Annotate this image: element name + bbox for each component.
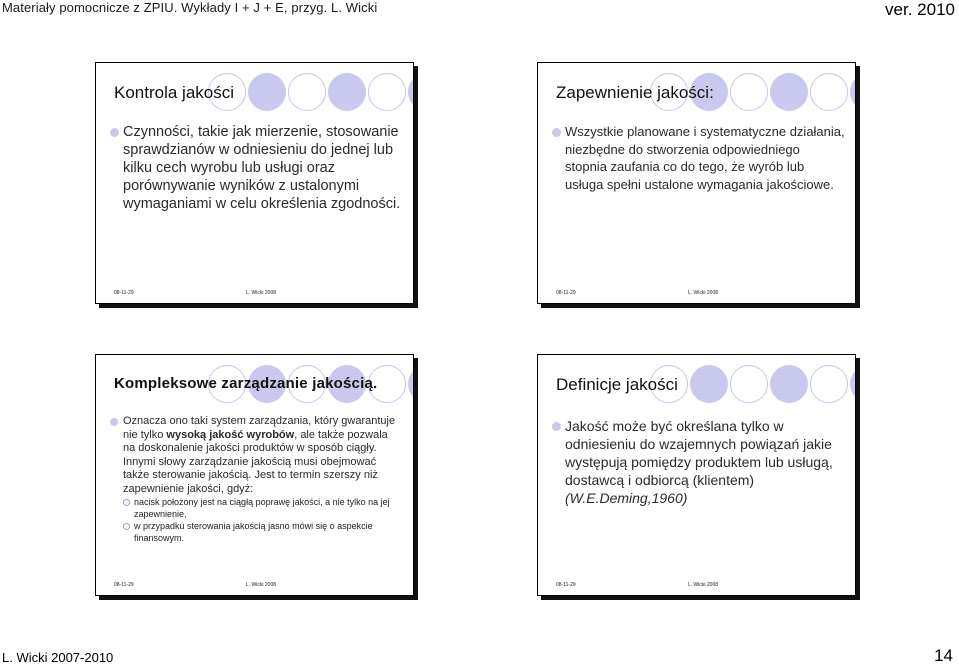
bullet-icon — [552, 128, 561, 137]
bullet-citation: (W.E.Deming,1960) — [565, 490, 688, 506]
page-number: 14 — [934, 646, 953, 665]
bullet-text: Czynności, takie jak mierzenie, stosowanie sprawdzianów w odniesieniu do jednej lub kilku cech wyrobu lub usługi oraz porównywanie wyników z ustalonymi wymaganiami w celu określenia zgodności. — [123, 124, 401, 212]
bullet-icon — [552, 422, 561, 431]
slide-title: Kontrola jakości — [114, 83, 235, 102]
bullet-icon — [110, 128, 119, 137]
bullet-item — [110, 123, 403, 213]
circle-icon — [288, 73, 326, 111]
document-version: ver. 2010 — [885, 0, 955, 19]
bullet-text: Oznacza ono taki system zarządzania, który gwarantuje nie tylko — [123, 415, 396, 441]
circle-icon — [408, 73, 414, 111]
circle-icon — [810, 73, 848, 111]
circle-icon — [770, 73, 808, 111]
ring-bullet-icon — [123, 499, 130, 506]
slide-title: Zapewnienie jakości: — [556, 83, 714, 102]
circle-icon — [850, 365, 856, 403]
circle-icon — [770, 365, 808, 403]
circle-icon — [730, 73, 768, 111]
subbullet-item — [123, 497, 403, 520]
document-header-title: Materiały pomocnicze z ZPIU. Wykłady I + J + E, przyg. L. Wicki — [2, 0, 378, 15]
slide-title: Kompleksowe zarządzanie jakością. — [114, 375, 378, 392]
circle-icon — [690, 365, 728, 403]
bullet-text: , ale także pozwala na doskonalenie jakości produktów w sposób ciągły. Innymi słowy zarządzanie jakością musi obejmować także sterowanie jakością. Jest to termin szerszy niż zapewnienie jakości, gdyż: — [123, 428, 388, 495]
circle-icon — [810, 365, 848, 403]
slide-kontrola-jakosci — [95, 62, 414, 304]
circle-icon — [730, 365, 768, 403]
bullet-item — [552, 417, 845, 507]
slide-zapewnienie-jakosci — [537, 62, 856, 304]
slide-author: L. Wicki 2008 — [688, 290, 719, 296]
slide-date: 08-11-29 — [556, 290, 576, 296]
bullet-item — [110, 415, 403, 544]
slide-title: Definicje jakości — [556, 375, 678, 394]
ring-bullet-icon — [123, 523, 130, 530]
slide-date: 08-11-29 — [114, 290, 134, 296]
slide-definicje-jakosci — [537, 354, 856, 596]
document-footer-author: L. Wicki 2007-2010 — [2, 650, 114, 665]
bullet-icon — [110, 418, 118, 426]
bullet-emphasis: wysoką jakość wyrobów — [166, 428, 295, 441]
bullet-text: Jakość może być określana tylko w odniesieniu do wzajemnych powiązań jakie występują pomiędzy produktem lub usługą, dostawcą i odbiorcą (klientem) — [565, 418, 833, 488]
circle-icon — [328, 73, 366, 111]
slide-author: L. Wicki 2008 — [246, 582, 277, 588]
slide-author: L. Wicki 2008 — [688, 582, 719, 588]
subbullet-item — [123, 521, 403, 544]
circle-icon — [850, 73, 856, 111]
slide-author: L. Wicki 2008 — [246, 290, 277, 296]
bullet-text: Wszystkie planowane i systematyczne działania, niezbędne do stworzenia odpowiedniego stopnia zaufania co do tego, że wyrób lub usługa spełni ustalone wymagania jakościowe. — [565, 124, 845, 192]
slide-kompleksowe-zarzadzanie — [95, 354, 414, 596]
circle-icon — [408, 365, 414, 403]
circle-icon — [248, 73, 286, 111]
slide-date: 08-11-29 — [114, 582, 134, 588]
subbullet-text: nacisk położony jest na ciągłą poprawę jakości, a nie tylko na jej zapewnienie, — [134, 497, 390, 519]
circle-icon — [368, 73, 406, 111]
bullet-item — [552, 123, 845, 193]
subbullet-text: w przypadku sterowania jakością jasno mówi się o aspekcie finansowym. — [134, 521, 373, 543]
slide-date: 08-11-29 — [556, 582, 576, 588]
